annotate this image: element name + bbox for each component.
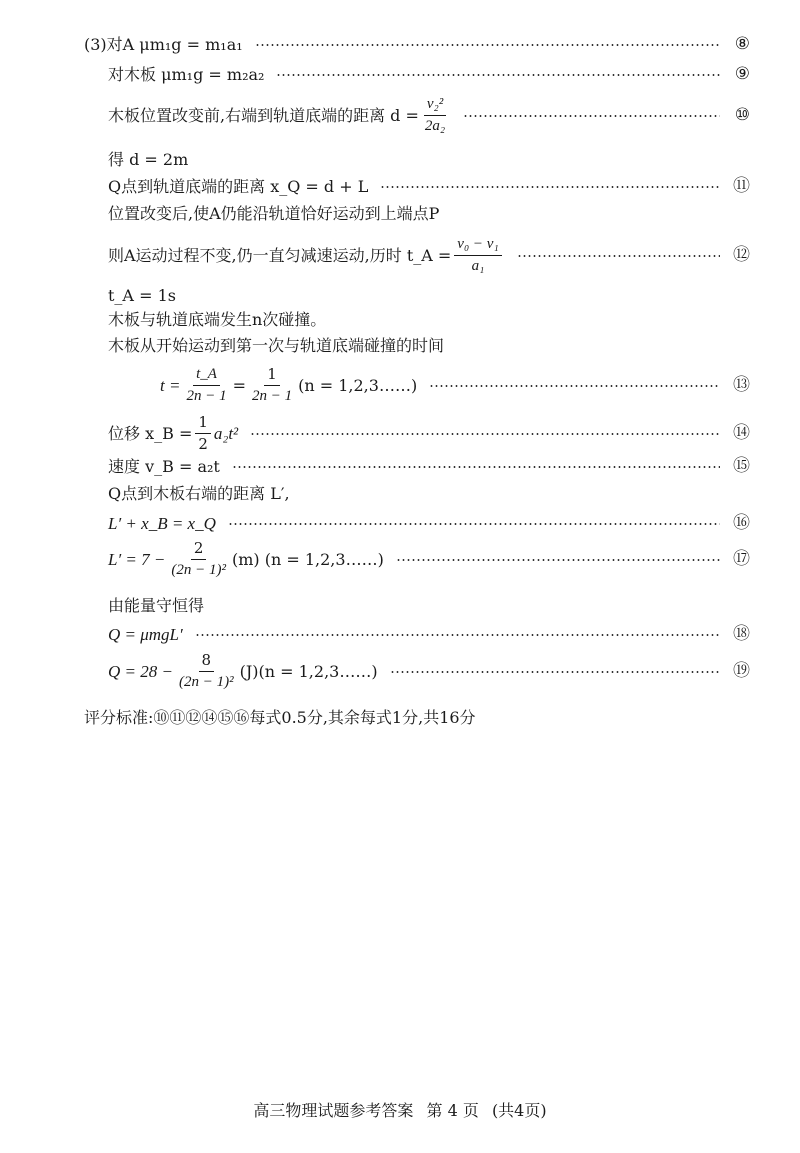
eq-10-line — [108, 96, 750, 136]
eq-17-fraction — [168, 540, 229, 580]
eq-17-lhs: L′ = 7 − — [108, 550, 166, 570]
result-ta: t_A = 1s — [108, 286, 176, 305]
scoring-line — [84, 710, 750, 726]
eq-13-equals: = — [232, 375, 246, 395]
eq-number-15: ⑮ — [733, 456, 750, 476]
eq-8-line — [84, 36, 750, 53]
frac-numerator: v₀ − v₁ — [454, 236, 501, 256]
eq-8: (3)对A μm₁g = m₁a₁ — [84, 34, 243, 54]
eq-17 — [108, 540, 384, 580]
eq-19-line — [108, 652, 750, 692]
frac-denominator: 2 — [198, 435, 208, 454]
eq-number-9: ⑨ — [734, 64, 750, 84]
statement-10: 木板从开始运动到第一次与轨道底端碰撞的时间 — [108, 336, 445, 355]
eq-number-18: ⑱ — [733, 624, 750, 644]
result-ta-line — [108, 288, 750, 304]
dot-leader — [276, 74, 720, 76]
dot-leader — [517, 255, 720, 257]
eq-13-line — [160, 366, 750, 406]
eq-18-line — [108, 626, 750, 643]
eq-14-lhs: 位移 x_B = — [108, 423, 193, 443]
eq-number-11: ⑪ — [733, 176, 750, 196]
eq-number-8: ⑧ — [734, 34, 750, 54]
eq-9: 对木板 μm₁g = m₂a₂ — [108, 64, 265, 84]
eq-number-14: ⑭ — [733, 423, 750, 444]
eq-14-fraction — [195, 414, 211, 454]
text-line-6 — [108, 206, 750, 222]
eq-19-unit-range: (J)(n = 1,2,3……) — [239, 661, 378, 681]
eq-18: Q = μmgL′ — [108, 625, 183, 644]
text-line-14 — [108, 486, 750, 502]
eq-19 — [108, 652, 378, 692]
eq-number-13: ⑬ — [733, 375, 750, 396]
eq-13-lhs: t = — [160, 376, 181, 396]
eq-number-19: ⑲ — [733, 661, 750, 682]
footer-page-total: (共4页) — [491, 1101, 547, 1120]
eq-12-line — [108, 236, 750, 276]
eq-number-16: ⑯ — [733, 513, 750, 533]
frac-denominator: 2a₂ — [424, 118, 446, 135]
frac-numerator: 8 — [199, 652, 215, 672]
eq-10-text: 木板位置改变前,右端到轨道底端的距离 d = — [108, 105, 419, 125]
result-d: 得 d = 2m — [108, 150, 189, 169]
frac-denominator: (2n − 1)² — [178, 674, 234, 691]
text-line-9 — [108, 312, 750, 328]
dot-leader — [390, 671, 720, 673]
eq-14-line — [108, 414, 750, 454]
dot-leader — [232, 466, 720, 468]
eq-17-line — [108, 540, 750, 580]
dot-leader — [255, 44, 720, 46]
eq-14 — [108, 414, 238, 454]
dot-leader — [250, 433, 720, 435]
result-d-line — [108, 152, 750, 168]
dot-leader — [396, 559, 720, 561]
eq-11: Q点到轨道底端的距离 x_Q = d + L — [108, 176, 369, 196]
dot-leader — [463, 115, 720, 117]
frac-numerator: 1 — [264, 366, 280, 386]
eq-9-line — [108, 66, 750, 83]
frac-denominator: (2n − 1)² — [171, 562, 226, 579]
eq-number-12: ⑫ — [733, 245, 750, 266]
eq-10 — [108, 96, 451, 136]
eq-12-fraction — [454, 236, 501, 276]
dot-leader — [380, 186, 720, 188]
dot-leader — [195, 634, 720, 636]
eq-14-rhs: a₂t² — [213, 424, 239, 444]
frac-denominator: 2n − 1 — [251, 388, 293, 405]
eq-number-17: ⑰ — [733, 549, 750, 570]
eq-11-line — [108, 178, 750, 195]
text-line-10 — [108, 338, 750, 354]
eq-number-10: ⑩ — [734, 105, 750, 126]
eq-15-line — [108, 458, 750, 475]
frac-numerator: 2 — [191, 540, 207, 560]
statement-9: 木板与轨道底端发生n次碰撞。 — [108, 310, 327, 329]
page-footer — [0, 1098, 800, 1121]
eq-19-fraction — [176, 652, 237, 692]
frac-numerator: v₂² — [424, 96, 446, 116]
footer-title: 高三物理试题参考答案 — [253, 1101, 414, 1120]
frac-denominator: a₁ — [471, 258, 485, 275]
footer-page-number: 第 4 页 — [426, 1101, 479, 1120]
eq-12-text: 则A运动过程不变,仍一直匀减速运动,历时 t_A = — [108, 245, 452, 265]
frac-denominator: 2n − 1 — [186, 388, 227, 405]
eq-13-fraction-1 — [183, 366, 229, 406]
statement-6: 位置改变后,使A仍能沿轨道恰好运动到上端点P — [108, 204, 440, 223]
dot-leader — [429, 385, 720, 387]
eq-16: L′ + x_B = x_Q — [108, 514, 216, 533]
statement-17: 由能量守恒得 — [108, 596, 205, 615]
statement-14: Q点到木板右端的距离 L′, — [108, 484, 290, 503]
frac-numerator: t_A — [193, 366, 220, 386]
eq-13-fraction-2 — [249, 366, 295, 406]
text-line-17 — [108, 598, 750, 614]
eq-15: 速度 v_B = a₂t — [108, 456, 220, 476]
eq-12 — [108, 236, 505, 276]
scoring-criteria: 评分标准:⑩⑪⑫⑭⑮⑯每式0.5分,其余每式1分,共16分 — [84, 708, 476, 727]
eq-17-unit-range: (m) (n = 1,2,3……) — [231, 549, 384, 569]
dot-leader — [228, 523, 720, 525]
eq-13-range: (n = 1,2,3……) — [298, 375, 418, 395]
eq-19-lhs: Q = 28 − — [108, 662, 173, 682]
eq-13 — [160, 366, 417, 406]
eq-10-fraction — [422, 96, 448, 136]
eq-16-line — [108, 515, 750, 532]
frac-numerator: 1 — [195, 414, 211, 434]
